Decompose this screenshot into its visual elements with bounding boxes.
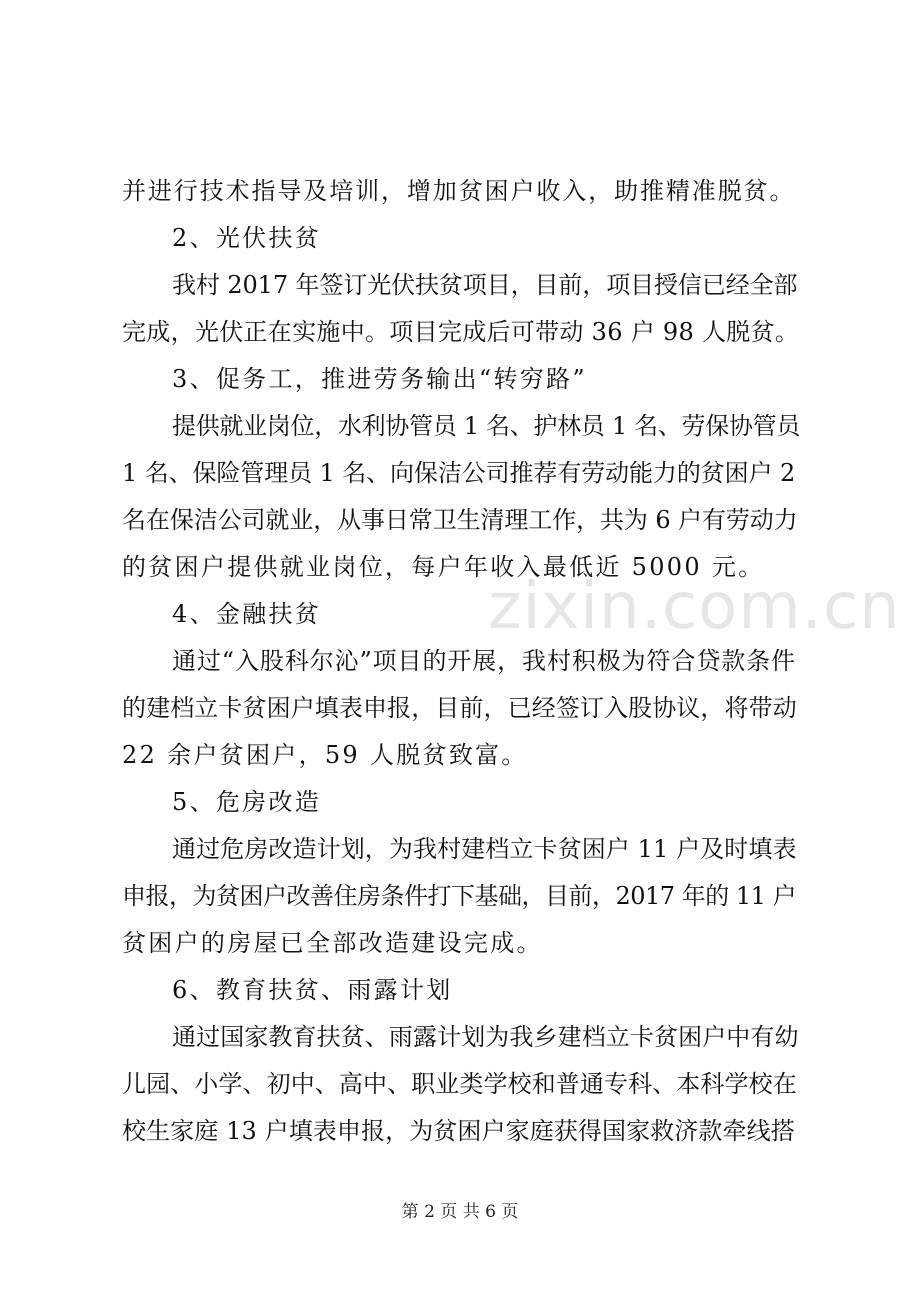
section-heading: 3、促务工，推进劳务输出“转穷路” xyxy=(172,365,587,393)
section-heading: 2、光伏扶贫 xyxy=(172,224,322,252)
body-line: 名在保洁公司就业，从事日常卫生清理工作，共为 6 户有劳动力 xyxy=(122,506,798,534)
paragraph-first-line: 提供就业岗位，水利协管员 1 名、护林员 1 名、劳保协管员 xyxy=(172,412,801,440)
body-line: 1 名、保险管理员 1 名、向保洁公司推荐有劳动能力的贫困户 2 xyxy=(122,459,796,487)
watermark: zixin.com.cn xyxy=(488,570,901,644)
body-line: 完成，光伏正在实施中。项目完成后可带动 36 户 98 人脱贫。 xyxy=(122,318,800,346)
paragraph-first-line: 我村 2017 年签订光伏扶贫项目，目前，项目授信已经全部 xyxy=(172,271,798,299)
body-line: 儿园、小学、初中、高中、职业类学校和普通专科、本科学校在 xyxy=(122,1070,797,1098)
body-line: 22 余户贫困户，59 人脱贫致富。 xyxy=(122,741,528,769)
body-line: 申报，为贫困户改善住房条件打下基础，目前，2017 年的 11 户 xyxy=(122,882,797,910)
section-heading: 5、危房改造 xyxy=(172,788,322,816)
section-heading: 6、教育扶贫、雨露计划 xyxy=(172,976,453,1004)
body-line: 的贫困户提供就业岗位，每户年收入最低近 5000 元。 xyxy=(122,553,765,581)
section-heading: 4、金融扶贫 xyxy=(172,600,322,628)
body-line: 的建档立卡贫困户填表申报，目前，已经签订入股协议，将带动 xyxy=(122,694,797,722)
paragraph-first-line: 通过“入股科尔沁”项目的开展，我村积极为符合贷款条件 xyxy=(172,647,796,675)
body-line: 贫困户的房屋已全部改造建设完成。 xyxy=(122,929,543,957)
paragraph-first-line: 通过危房改造计划，为我村建档立卡贫困户 11 户及时填表 xyxy=(172,835,797,863)
page-footer: 第 2 页 共 6 页 xyxy=(401,1202,519,1222)
body-line: 并进行技术指导及培训，增加贫困户收入，助推精准脱贫。 xyxy=(122,177,796,205)
body-line: 校生家庭 13 户填表申报，为贫困户家庭获得国家救济款牵线搭 xyxy=(122,1117,795,1145)
paragraph-first-line: 通过国家教育扶贫、雨露计划为我乡建档立卡贫困户中有幼 xyxy=(172,1023,799,1051)
